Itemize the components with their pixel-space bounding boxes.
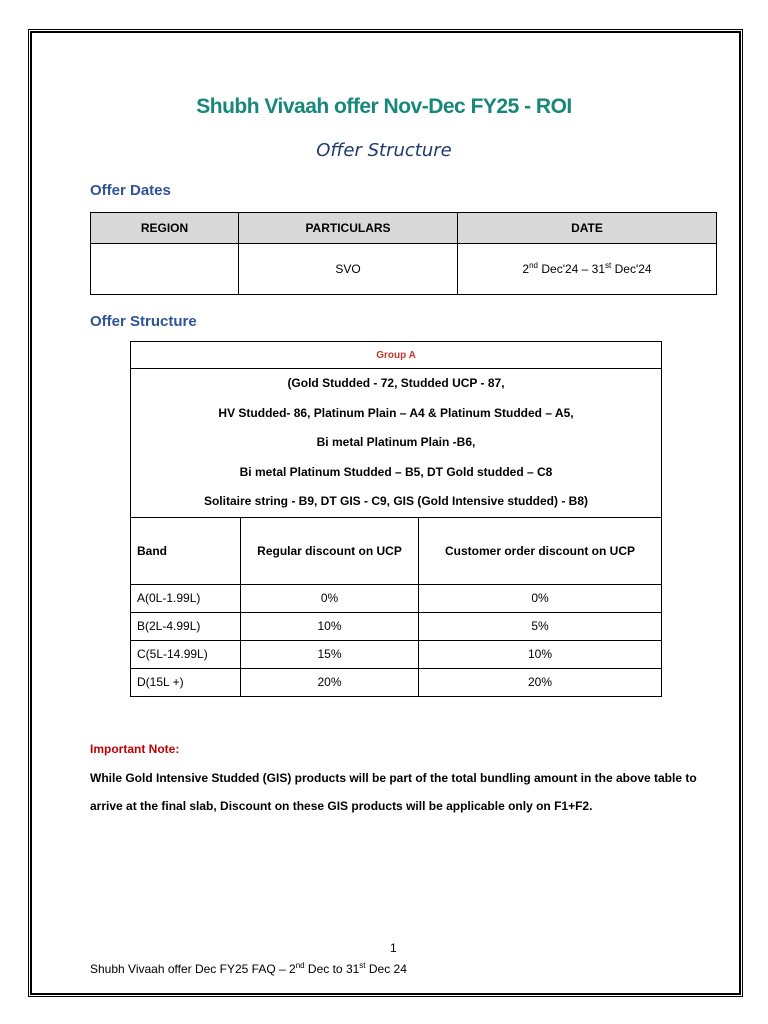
page-footer [90, 962, 407, 976]
date-sup: st [605, 261, 612, 270]
date-part: Dec'24 [611, 262, 652, 276]
customer-cell: 20% [419, 668, 662, 696]
group-label: Group A [131, 342, 662, 369]
col-header-particulars: PARTICULARS [239, 213, 458, 244]
footer-part: Shubh Vivaah offer Dec FY25 FAQ – 2 [90, 962, 296, 976]
offer-dates-table [90, 212, 717, 295]
table-row [131, 584, 662, 612]
desc-line: Bi metal Platinum Studded – B5, DT Gold studded – C8 [239, 464, 553, 479]
band-cell: C(5L-14.99L) [131, 640, 241, 668]
regular-cell: 10% [241, 612, 419, 640]
page-title: Shubh Vivaah offer Nov-Dec FY25 - ROI [196, 95, 572, 118]
desc-line: Bi metal Platinum Plain -B6, [316, 435, 476, 449]
band-cell: B(2L-4.99L) [131, 612, 241, 640]
customer-cell: 5% [419, 612, 662, 640]
regular-cell: 0% [241, 584, 419, 612]
col-header-band: Band [131, 517, 241, 584]
date-sup: nd [529, 261, 539, 270]
table-row [131, 612, 662, 640]
col-header-region: REGION [91, 213, 239, 244]
page-number: 1 [390, 941, 397, 955]
region-cell [91, 244, 239, 295]
particulars-cell: SVO [239, 244, 458, 295]
date-part: 2 [522, 262, 530, 276]
group-description [131, 369, 662, 518]
table-row [91, 244, 717, 295]
page-subtitle: Offer Structure [316, 140, 452, 161]
desc-line: (Gold Studded - 72, Studded UCP - 87, [287, 376, 505, 390]
date-part: Dec'24 – 31 [538, 262, 606, 276]
col-header-customer: Customer order discount on UCP [419, 517, 662, 584]
table-row [131, 668, 662, 696]
offer-dates-heading: Offer Dates [90, 182, 171, 199]
col-header-date: DATE [458, 213, 717, 244]
desc-line: HV Studded- 86, Platinum Plain – A4 & Platinum Studded – A5, [218, 405, 574, 420]
offer-structure-heading: Offer Structure [90, 313, 197, 330]
footer-part: Dec 24 [365, 962, 407, 976]
regular-cell: 15% [241, 640, 419, 668]
customer-cell: 0% [419, 584, 662, 612]
date-cell [458, 244, 717, 295]
customer-cell: 10% [419, 640, 662, 668]
footer-sup: st [359, 961, 366, 970]
footer-sup: nd [295, 961, 305, 970]
important-note-text: While Gold Intensive Studded (GIS) products will be part of the total bundling amount in the above table to arrive at the final slab, Discount on these GIS products will be applicable only on F1+F2. [90, 771, 697, 813]
offer-structure-table [130, 341, 662, 697]
table-row [131, 640, 662, 668]
col-header-regular: Regular discount on UCP [241, 517, 419, 584]
band-cell: D(15L +) [131, 668, 241, 696]
footer-part: Dec to 31 [304, 962, 360, 976]
desc-line: Solitaire string - B9, DT GIS - C9, GIS (Gold Intensive studded) - B8) [203, 494, 589, 508]
regular-cell: 20% [241, 668, 419, 696]
band-cell: A(0L-1.99L) [131, 584, 241, 612]
important-note-heading: Important Note: [90, 742, 180, 756]
